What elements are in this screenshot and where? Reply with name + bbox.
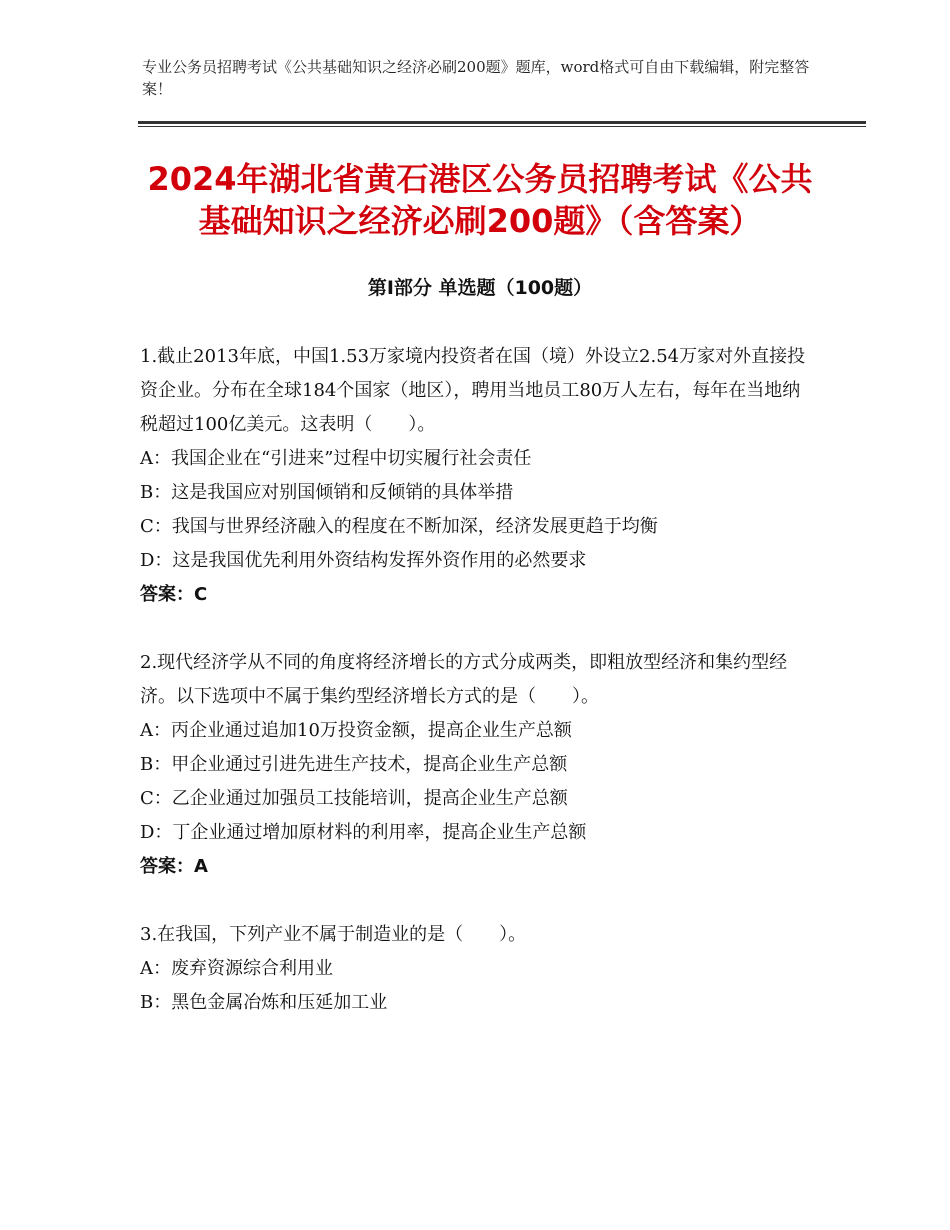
answer: 答案：C <box>140 584 208 605</box>
option-b: B：这是我国应对别国倾销和反倾销的具体举措 <box>140 482 514 503</box>
option-b: B：黑色金属冶炼和压延加工业 <box>140 992 388 1013</box>
question-1 <box>140 340 810 612</box>
question-stem: 1.截止2013年底，中国1.53万家境内投资者在国（境）外设立2.54万家对外直接投资企业。分布在全球184个国家（地区），聘用当地员工80万人左右，每年在当地纳税超过100亿美元。这表明（ ）。 <box>140 346 806 435</box>
question-stem: 2.现代经济学从不同的角度将经济增长的方式分成两类，即粗放型经济和集约型经济。以下选项中不属于集约型经济增长方式的是（ ）。 <box>140 652 788 707</box>
option-c: C：乙企业通过加强员工技能培训，提高企业生产总额 <box>140 788 568 809</box>
section-title: 第Ⅰ部分 单选题（100题） <box>367 277 593 299</box>
header-divider-thick <box>138 121 866 124</box>
option-a: A：丙企业通过追加10万投资金额，提高企业生产总额 <box>140 720 572 741</box>
question-stem: 3.在我国，下列产业不属于制造业的是（ ）。 <box>140 924 527 945</box>
question-list <box>140 340 810 1054</box>
question-2 <box>140 646 810 884</box>
option-d: D：这是我国优先利用外资结构发挥外资作用的必然要求 <box>140 550 587 571</box>
option-c: C：我国与世界经济融入的程度在不断加深，经济发展更趋于均衡 <box>140 516 658 537</box>
option-a: A：废弃资源综合利用业 <box>140 958 333 979</box>
option-d: D：丁企业通过增加原材料的利用率，提高企业生产总额 <box>140 822 587 843</box>
option-a: A：我国企业在“引进来”过程中切实履行社会责任 <box>140 448 532 469</box>
option-b: B：甲企业通过引进先进生产技术，提高企业生产总额 <box>140 754 568 775</box>
question-3 <box>140 918 810 1020</box>
header-note: 专业公务员招聘考试《公共基础知识之经济必刷200题》题库，word格式可自由下载编辑，附完整答案！ <box>142 58 810 98</box>
answer: 答案：A <box>140 856 208 877</box>
document-title: 2024年湖北省黄石港区公务员招聘考试《公共基础知识之经济必刷200题》（含答案） <box>147 160 813 240</box>
header-divider-thin <box>138 126 866 127</box>
